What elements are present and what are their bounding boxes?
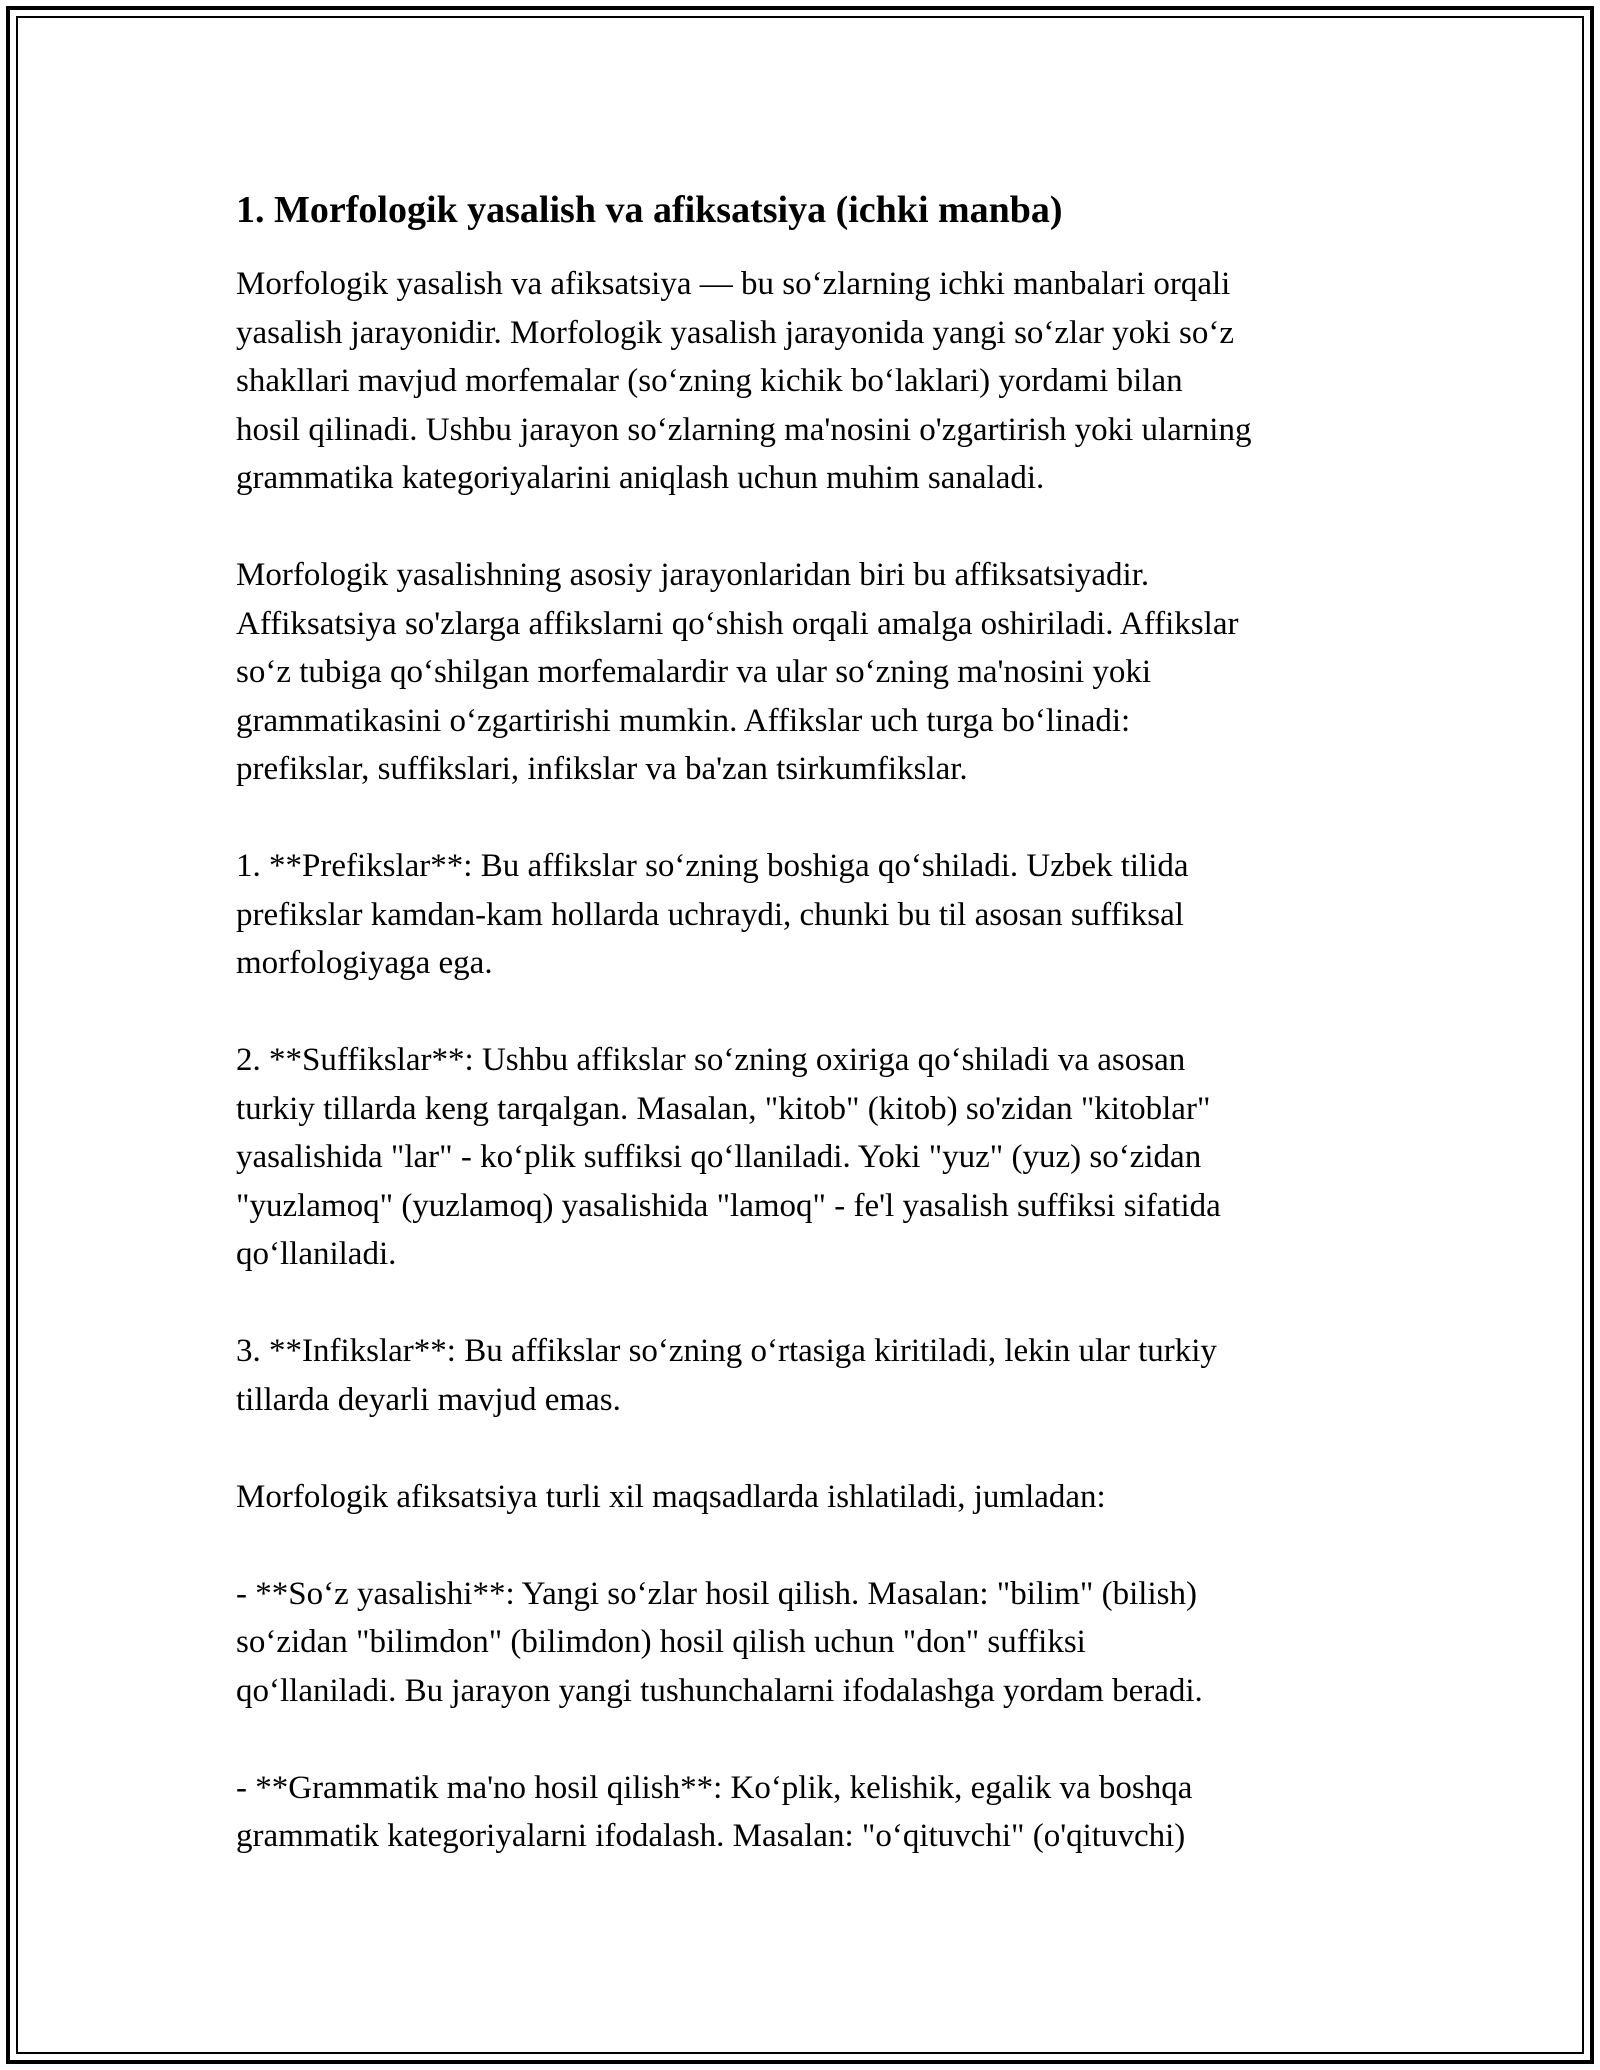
section-heading: 1. Morfologik yasalish va afiksatsiya (ichki manba) — [236, 189, 1063, 231]
paragraph-affixation: Morfologik yasalishning asosiy jarayonlaridan biri bu affiksatsiyadir. Affiksatsiya so'zlarga affikslarni qo‘shish orqali amalga oshiriladi. Affikslar so‘z tubiga qo‘shilgan morfemalardir va ular so‘zning ma'nosini yoki grammatikasini o‘zgartirishi mumkin. Affikslar uch turga bo‘linadi: prefikslar, suffikslari, infikslar va ba'zan tsirkumfikslar. — [236, 557, 1239, 787]
list-item-infixes: 3. **Infikslar**: Bu affikslar so‘zning o‘rtasiga kiritiladi, lekin ular turkiy tillarda deyarli mavjud emas. — [236, 1333, 1217, 1418]
bullet-grammatical-meaning: - **Grammatik ma'no hosil qilish**: Ko‘plik, kelishik, egalik va boshqa grammatik kategoriyalarni ifodalash. Masalan: "o‘qituvchi" (o'qituvchi) — [236, 1769, 1193, 1854]
list-item-prefixes: 1. **Prefikslar**: Bu affikslar so‘zning boshiga qo‘shiladi. Uzbek tilida prefikslar kamdan-kam hollarda uchraydi, chunki bu til asosan suffiksal morfologiyaga ega. — [236, 848, 1189, 981]
paragraph-intro: Morfologik yasalish va afiksatsiya — bu so‘zlarning ichki manbalari orqali yasalish jarayonidir. Morfologik yasalish jarayonida yangi so‘zlar yoki so‘z shakllari mavjud morfemalar (so‘zning kichik bo‘laklari) yordami bilan hosil qilinadi. Ushbu jarayon so‘zlarning ma'nosini o'zgartirish yoki ularning grammatika kategoriyalarini aniqlash uchun muhim sanaladi. — [236, 266, 1252, 496]
list-item-suffixes: 2. **Suffikslar**: Ushbu affikslar so‘zning oxiriga qo‘shiladi va asosan turkiy tillarda keng tarqalgan. Masalan, "kitob" (kitob) so'zidan "kitoblar" yasalishida "lar" - ko‘plik suffiksi qo‘llaniladi. Yoki "yuz" (yuz) so‘zidan "yuzlamoq" (yuzlamoq) yasalishida "lamoq" - fe'l yasalish suffiksi sifatida qo‘llaniladi. — [236, 1042, 1221, 1272]
document-body — [236, 186, 1386, 1909]
bullet-word-formation: - **So‘z yasalishi**: Yangi so‘zlar hosil qilish. Masalan: "bilim" (bilish) so‘zidan "bilimdon" (bilimdon) hosil qilish uchun "don" suffiksi qo‘llaniladi. Bu jarayon yangi tushunchalarni ifodalashga yordam beradi. — [236, 1575, 1203, 1709]
paragraph-purposes: Morfologik afiksatsiya turli xil maqsadlarda ishlatiladi, jumladan: — [236, 1478, 1106, 1515]
